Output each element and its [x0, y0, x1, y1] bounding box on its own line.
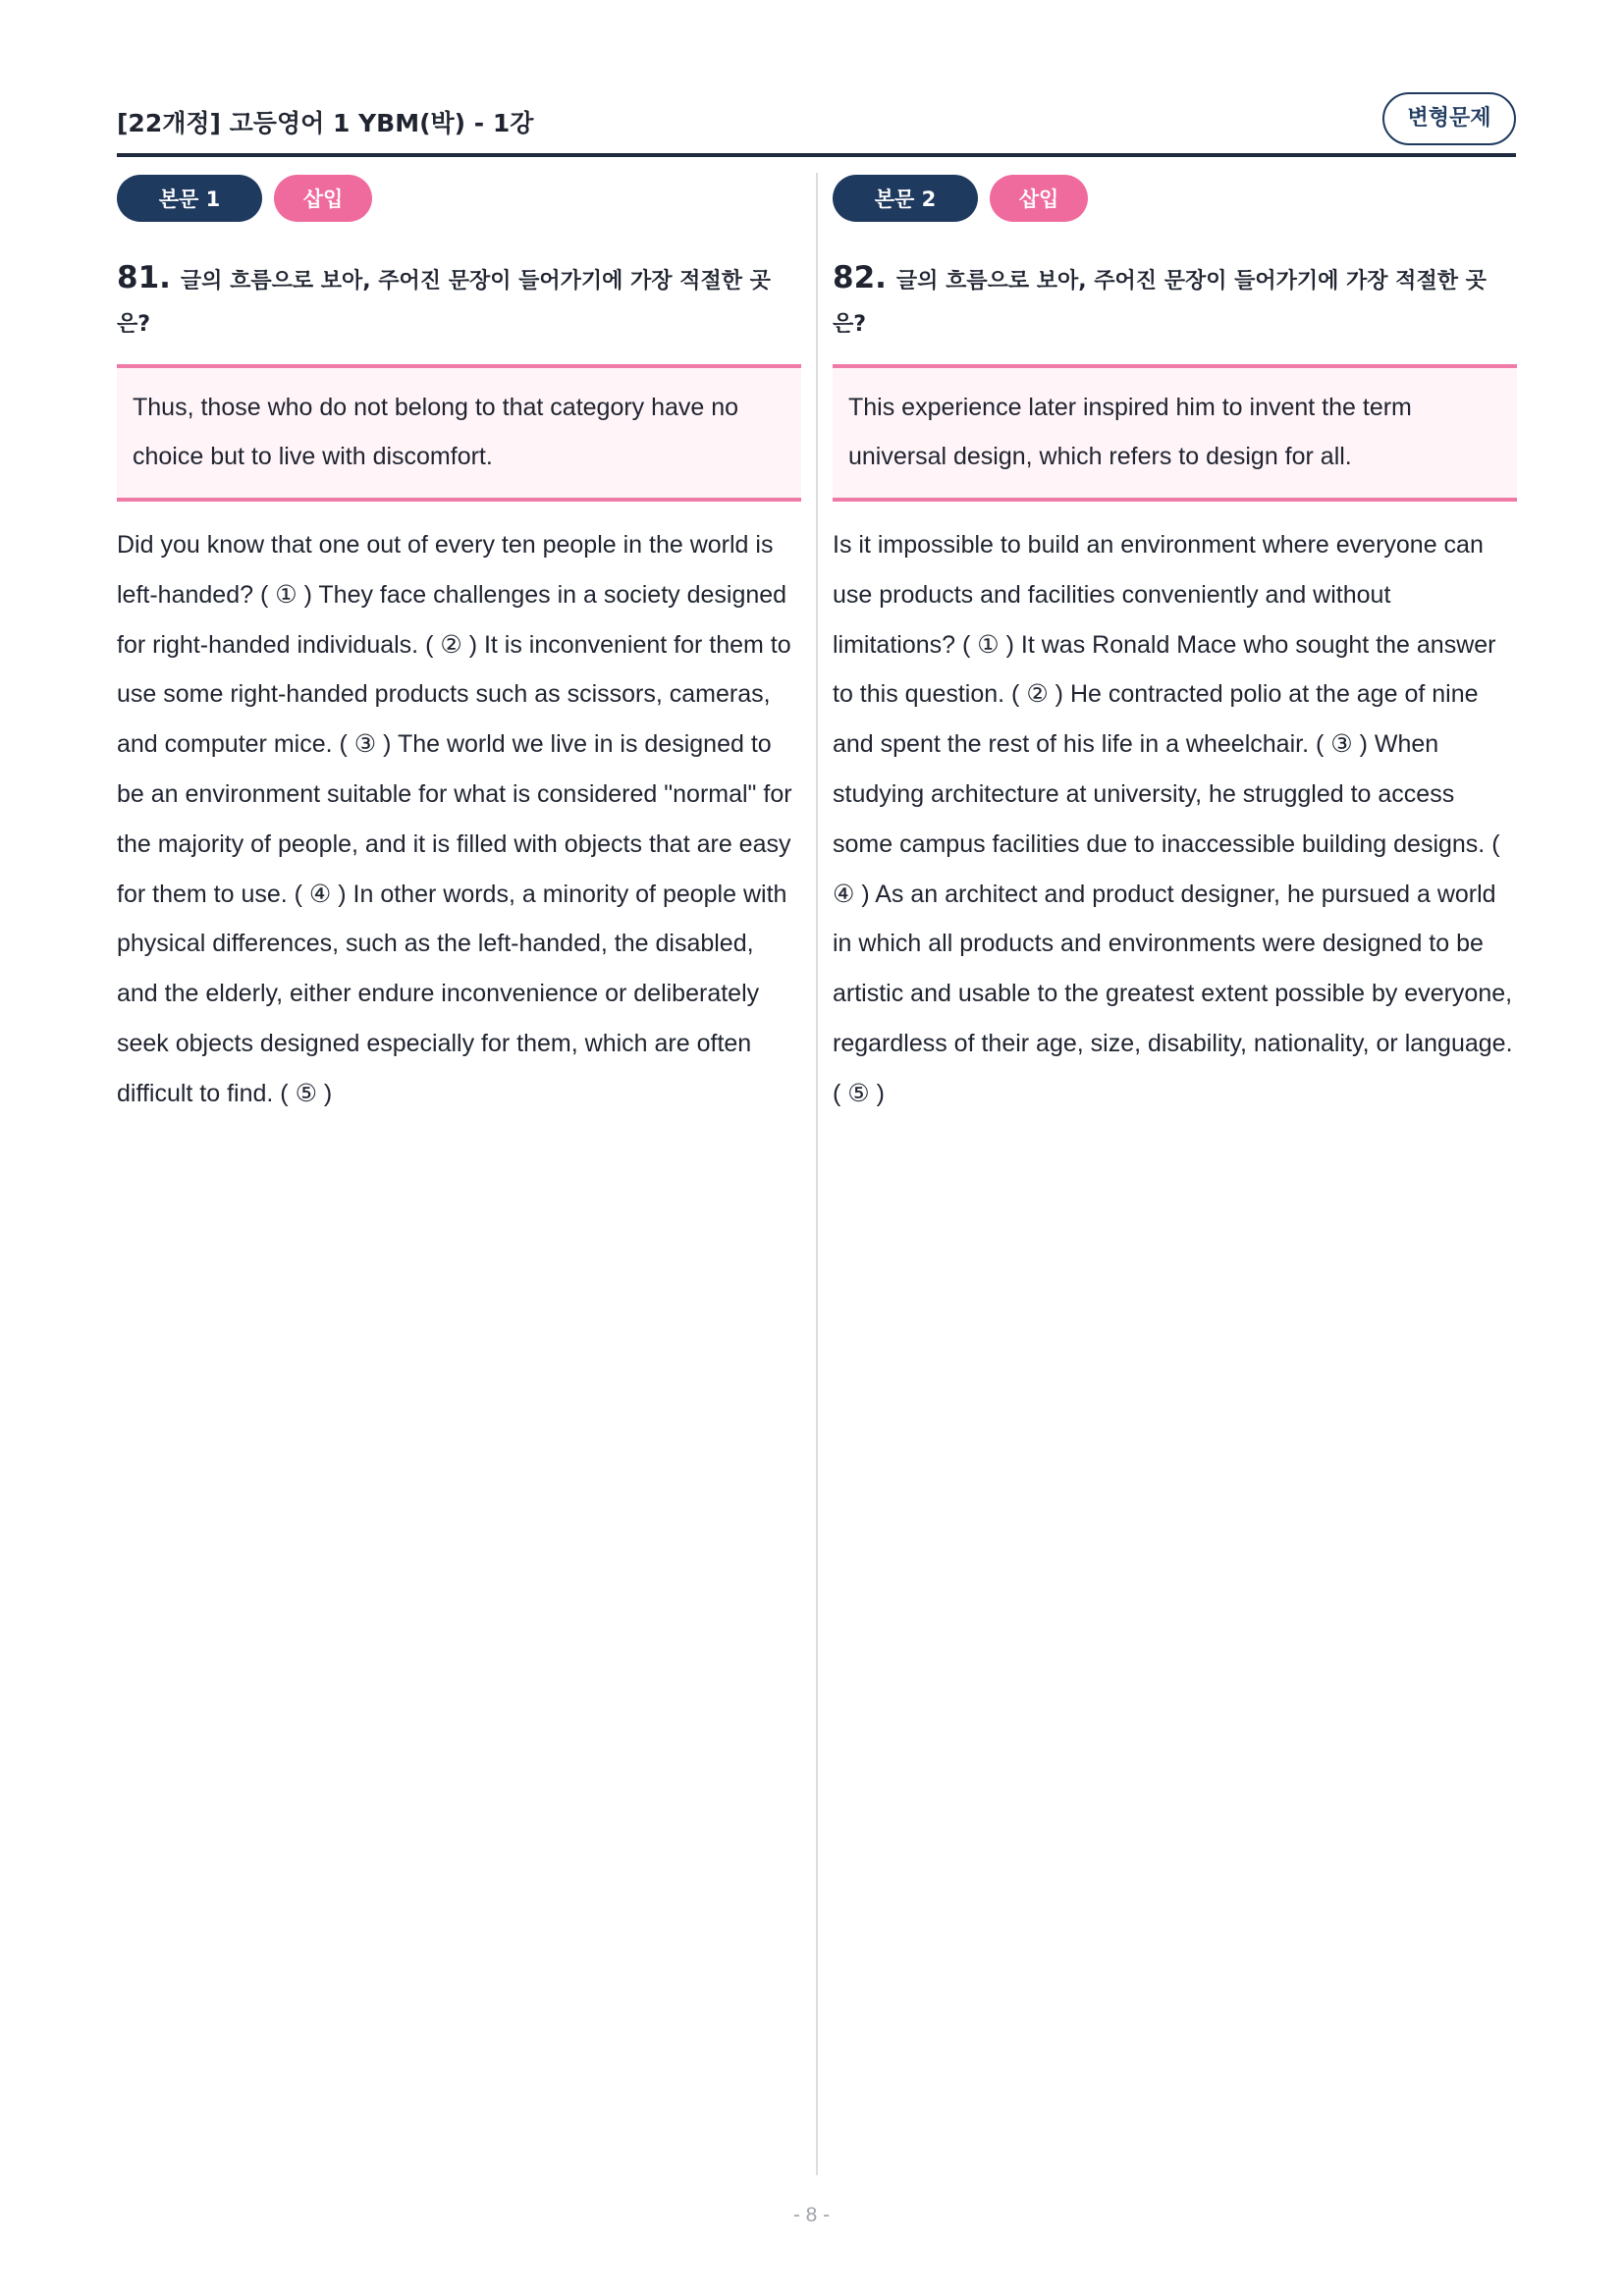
question-tags [833, 173, 1517, 224]
question-column-2 [833, 173, 1517, 1119]
passage-text: Is it impossible to build an environment where everyone can use products and facilities conveniently and without limitations? ( ① ) It was Ronald Mace who sought the answer to this question. ( ② ) He contracted polio at the age of nine and spent the rest of his life in a wheelchair. ( ③ ) When studying architecture at university, he struggled to access some campus facilities due to inaccessible building designs. ( ④ ) As an architect and product designer, he pursued a world in which all products and environments were designed to be artistic and usable to the greatest extent possible by everyone, regardless of their age, size, disability, nationality, or language. ( ⑤ ) [833, 531, 1513, 1107]
question-column-1 [117, 173, 801, 1119]
question-prompt: 글의 흐름으로 보아, 주어진 문장이 들어가기에 가장 적절한 곳은? [833, 269, 1487, 337]
question-number: 81. [117, 260, 171, 295]
question-type-tag: 삽입 [990, 175, 1088, 222]
page-number: - 8 - [792, 2204, 831, 2226]
question-tags [117, 173, 801, 224]
given-sentence-box: Thus, those who do not belong to that category have no choice but to live with discomfort. [117, 364, 801, 502]
question-title [833, 256, 1517, 347]
given-sentence-box: This experience later inspired him to invent the term universal design, which refers to design for all. [833, 364, 1517, 502]
page-header [117, 92, 1516, 157]
passage-tag: 본문 2 [833, 175, 978, 222]
question-title [117, 256, 801, 347]
passage-text: Did you know that one out of every ten people in the world is left-handed? ( ① ) They face challenges in a society designed for right-handed individuals. ( ② ) It is inconvenient for them to use some right-handed products such as scissors, cameras, and computer mice. ( ③ ) The world we live in is designed to be an environment suitable for what is considered "normal" for the majority of people, and it is filled with objects that are easy for them to use. ( ④ ) In other words, a minority of people with physical differences, such as the left-handed, the disabled, and the elderly, either endure inconvenience or deliberately seek objects designed especially for them, which are often difficult to find. ( ⑤ ) [117, 531, 792, 1107]
document-title: [22개정] 고등영어 1 YBM(박) - 1강 [117, 109, 534, 137]
question-prompt: 글의 흐름으로 보아, 주어진 문장이 들어가기에 가장 적절한 곳은? [117, 269, 771, 337]
question-type-tag: 삽입 [274, 175, 372, 222]
question-number: 82. [833, 260, 887, 295]
variant-question-badge: 변형문제 [1382, 92, 1516, 145]
column-divider [816, 173, 818, 2175]
passage-tag: 본문 1 [117, 175, 262, 222]
